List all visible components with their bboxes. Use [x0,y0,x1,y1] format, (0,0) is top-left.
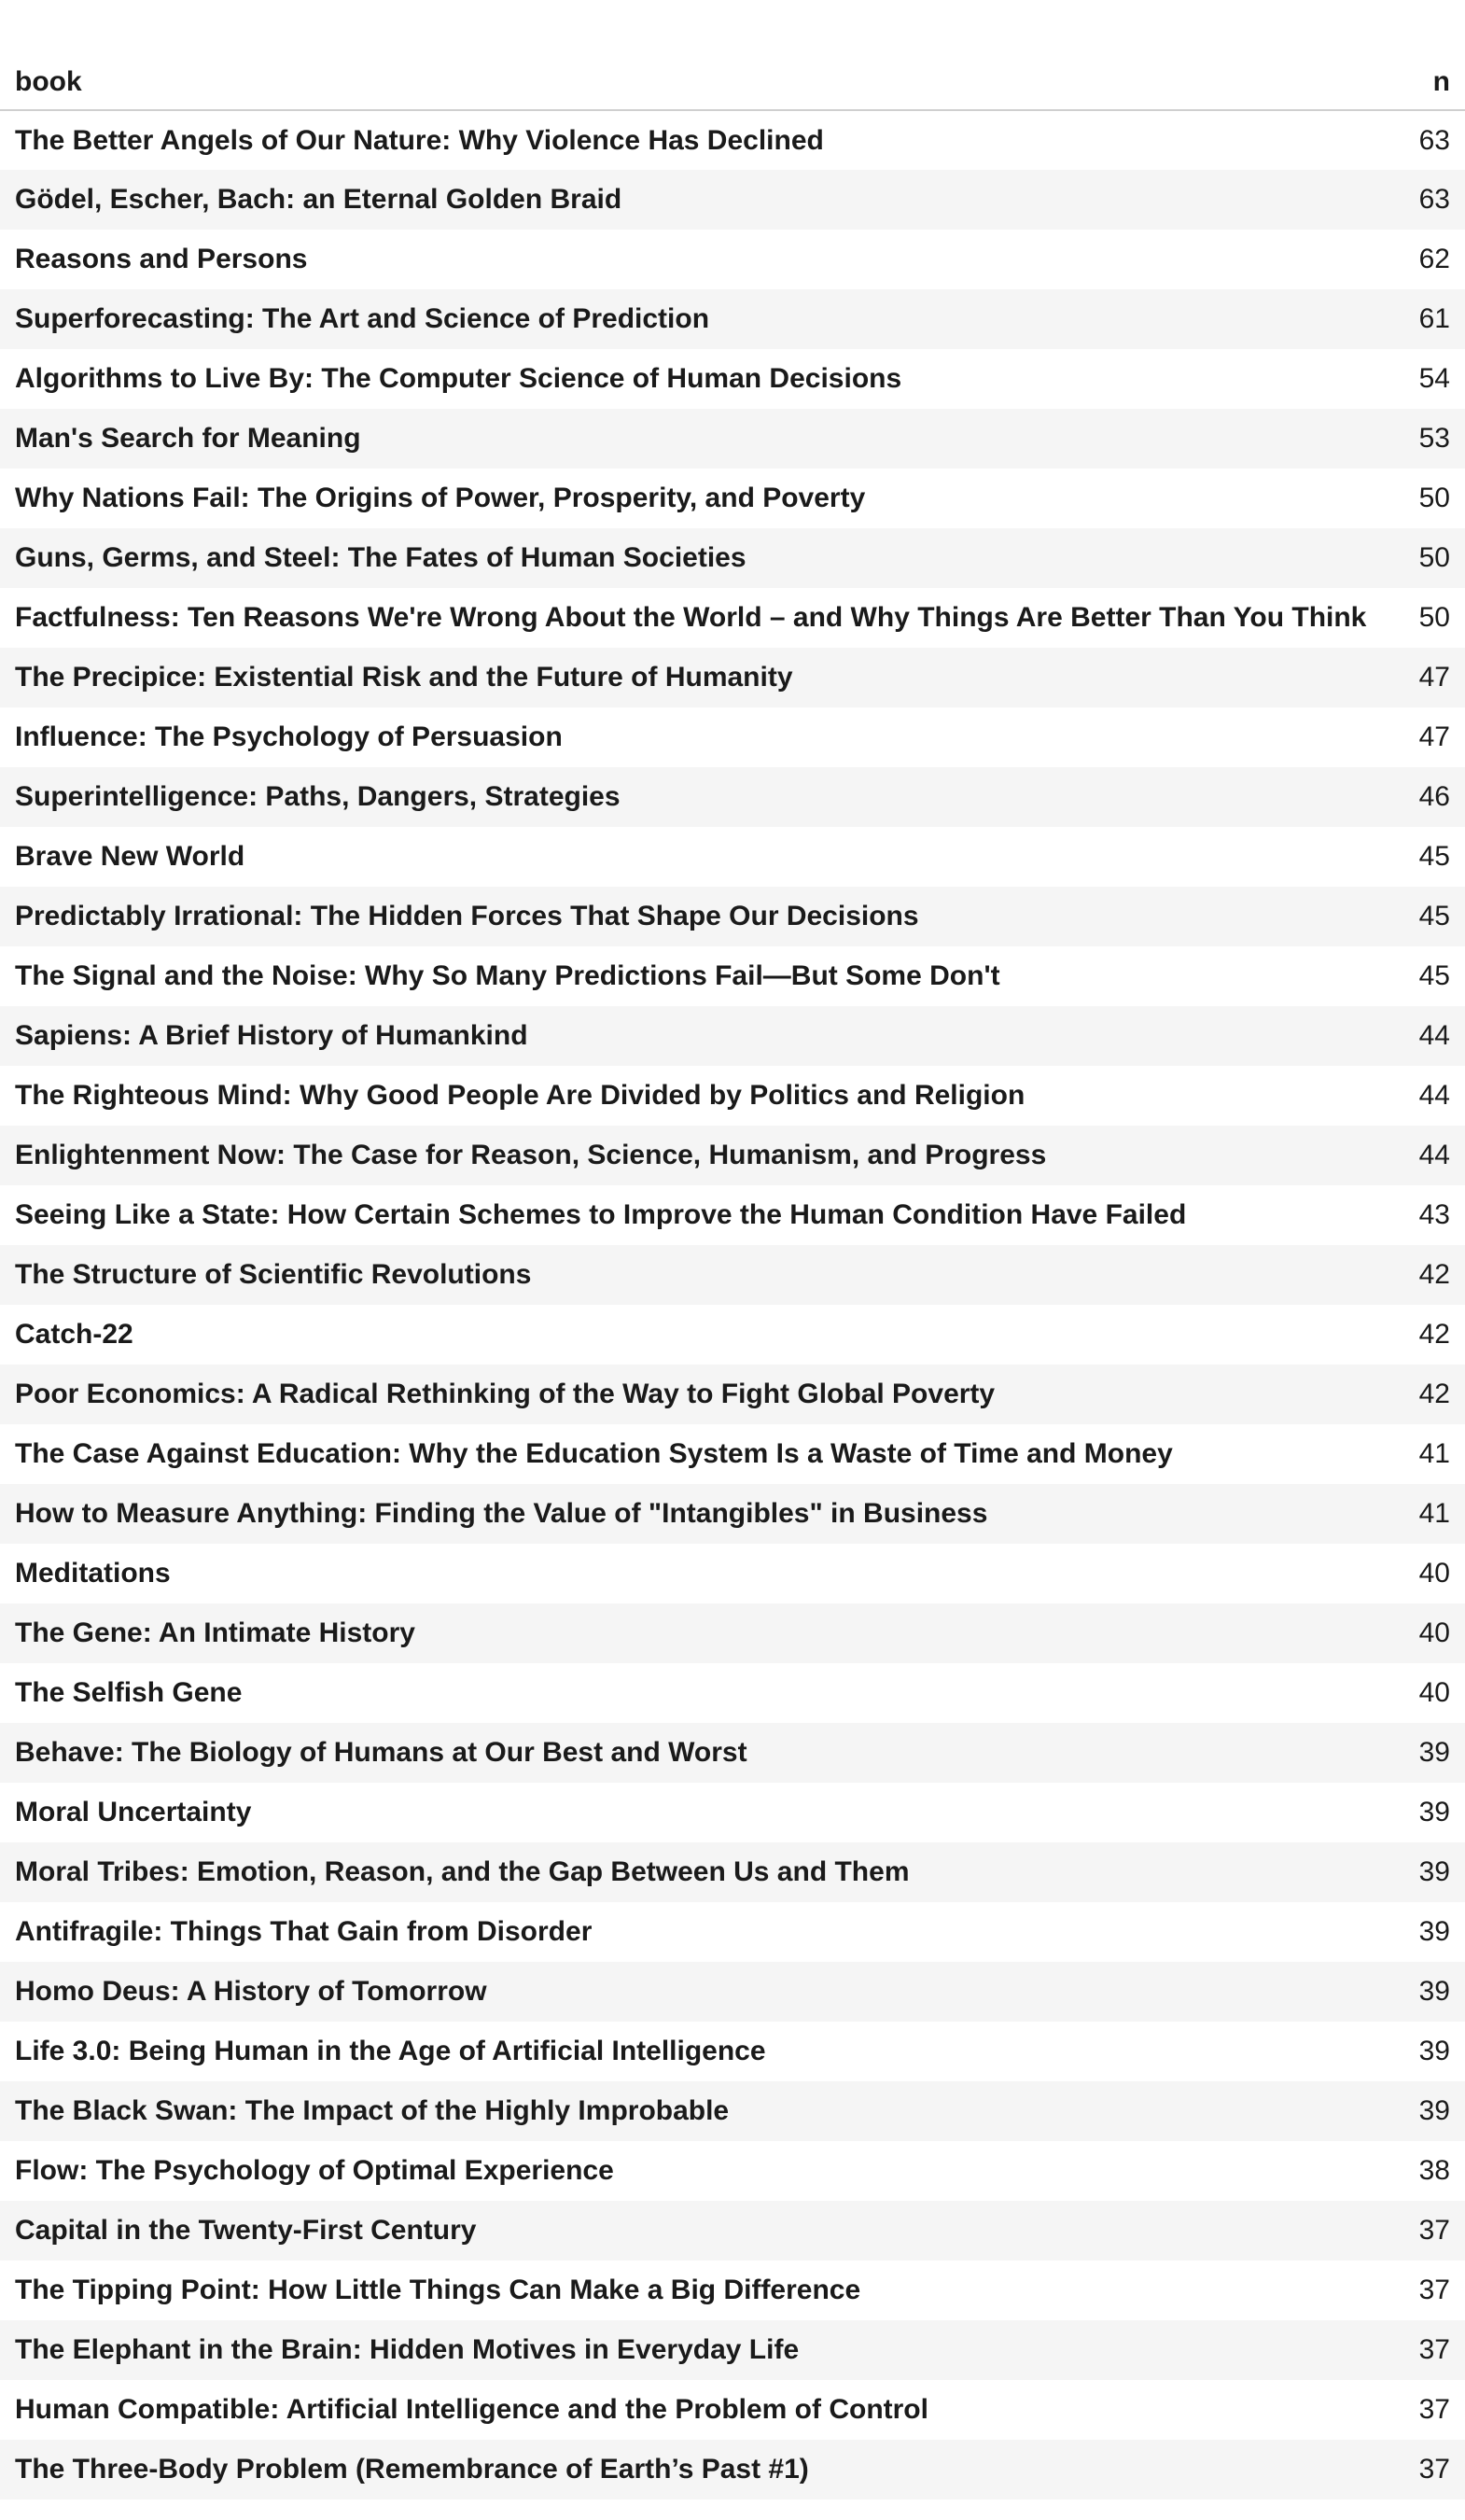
column-header-book: book [0,0,1404,110]
book-title-cell: Sapiens: A Brief History of Humankind [15,1020,528,1051]
count-cell: 63 [1418,124,1450,156]
book-title-cell: Flow: The Psychology of Optimal Experience [15,2155,614,2186]
count-cell: 44 [1418,1140,1450,1170]
table-row [0,767,1465,827]
table-row [0,1185,1465,1245]
book-title-cell: Meditations [15,1558,171,1589]
book-title-cell: Antifragile: Things That Gain from Disorder [15,1916,593,1947]
book-title-cell: Why Nations Fail: The Origins of Power, Prosperity, and Poverty [15,483,866,513]
book-title-cell: Moral Uncertainty [15,1797,252,1827]
count-cell: 47 [1418,721,1450,752]
book-title-cell: Human Compatible: Artificial Intelligence and the Problem of Control [15,2394,928,2425]
table-row [0,1126,1465,1185]
count-cell: 62 [1418,244,1450,274]
book-title-cell: The Tipping Point: How Little Things Can Make a Big Difference [15,2275,861,2305]
book-title-cell: Poor Economics: A Radical Rethinking of the Way to Fight Global Poverty [15,1379,996,1409]
table-row [0,887,1465,946]
count-cell: 44 [1418,1020,1450,1051]
table-row [0,1603,1465,1663]
book-title-cell: Capital in the Twenty-First Century [15,2215,477,2246]
count-cell: 53 [1418,423,1450,454]
count-cell: 38 [1418,2155,1450,2186]
count-cell: 39 [1418,1737,1450,1768]
table-row [0,588,1465,648]
count-cell: 39 [1418,2095,1450,2126]
book-title-cell: Moral Tribes: Emotion, Reason, and the Gap Between Us and Them [15,1856,910,1887]
book-title-cell: The Black Swan: The Impact of the Highly Improbable [15,2095,730,2126]
table-row [0,2141,1465,2201]
column-header-n: n [1404,0,1465,110]
table-header [0,0,1465,110]
count-cell: 37 [1418,2215,1450,2246]
table-row [0,1783,1465,1842]
count-cell: 45 [1418,960,1450,991]
table-row [0,946,1465,1006]
table-row [0,2081,1465,2141]
book-title-cell: The Three-Body Problem (Remembrance of Earth’s Past #1) [15,2454,809,2485]
count-cell: 50 [1418,542,1450,573]
table-row [0,469,1465,528]
table-row [0,1962,1465,2022]
table-row [0,1006,1465,1066]
book-title-cell: Man's Search for Meaning [15,423,361,454]
book-title-cell: Predictably Irrational: The Hidden Forces That Shape Our Decisions [15,901,919,931]
book-title-cell: Algorithms to Live By: The Computer Science of Human Decisions [15,363,902,394]
count-cell: 50 [1418,483,1450,513]
table-row [0,1842,1465,1902]
book-title-cell: The Case Against Education: Why the Education System Is a Waste of Time and Money [15,1438,1173,1469]
table-row [0,1305,1465,1365]
book-title-cell: The Righteous Mind: Why Good People Are Divided by Politics and Religion [15,1080,1026,1111]
table-row [0,1365,1465,1424]
table-row [0,110,1465,170]
book-title-cell: The Selfish Gene [15,1677,243,1708]
book-title-cell: Life 3.0: Being Human in the Age of Artificial Intelligence [15,2036,766,2066]
table-row [0,2261,1465,2320]
count-cell: 39 [1418,1976,1450,2007]
table-row [0,1663,1465,1723]
count-cell: 42 [1418,1319,1450,1350]
table-row [0,2440,1465,2499]
book-title-cell: Factfulness: Ten Reasons We're Wrong About the World – and Why Things Are Better Than You Think [15,602,1367,633]
count-cell: 42 [1418,1379,1450,1409]
count-cell: 40 [1418,1558,1450,1589]
count-cell: 46 [1418,781,1450,812]
book-title-cell: The Signal and the Noise: Why So Many Predictions Fail—But Some Don't [15,960,1000,991]
book-title-cell: The Precipice: Existential Risk and the Future of Humanity [15,662,793,693]
book-title-cell: Guns, Germs, and Steel: The Fates of Human Societies [15,542,746,573]
count-cell: 54 [1418,363,1450,394]
count-cell: 40 [1418,1617,1450,1648]
book-title-cell: Influence: The Psychology of Persuasion [15,721,563,752]
table-body [0,110,1465,2499]
table-row [0,1245,1465,1305]
table-row [0,170,1465,230]
book-title-cell: Gödel, Escher, Bach: an Eternal Golden Braid [15,184,622,215]
count-cell: 41 [1418,1438,1450,1469]
book-title-cell: Superintelligence: Paths, Dangers, Strategies [15,781,621,812]
count-cell: 42 [1418,1259,1450,1290]
count-cell: 47 [1418,662,1450,693]
table-row [0,289,1465,349]
table-row [0,230,1465,289]
book-title-cell: The Better Angels of Our Nature: Why Violence Has Declined [15,124,824,156]
count-cell: 39 [1418,1797,1450,1827]
count-cell: 39 [1418,1916,1450,1947]
book-title-cell: Catch-22 [15,1319,133,1350]
table-row [0,2022,1465,2081]
count-cell: 41 [1418,1498,1450,1529]
count-cell: 50 [1418,602,1450,633]
table-row [0,707,1465,767]
table-row [0,409,1465,469]
count-cell: 40 [1418,1677,1450,1708]
header-row [0,0,1465,110]
table-row [0,1544,1465,1603]
book-title-cell: Superforecasting: The Art and Science of Prediction [15,303,710,334]
book-title-cell: Seeing Like a State: How Certain Schemes to Improve the Human Condition Have Failed [15,1199,1187,1230]
book-title-cell: How to Measure Anything: Finding the Value of "Intangibles" in Business [15,1498,988,1529]
book-title-cell: Behave: The Biology of Humans at Our Best and Worst [15,1737,747,1768]
count-cell: 45 [1418,841,1450,872]
table-row [0,349,1465,409]
count-cell: 61 [1418,303,1450,334]
count-cell: 43 [1418,1199,1450,1230]
table-row [0,528,1465,588]
book-title-cell: The Structure of Scientific Revolutions [15,1259,532,1290]
count-cell: 44 [1418,1080,1450,1111]
book-title-cell: The Gene: An Intimate History [15,1617,415,1648]
table-row [0,1424,1465,1484]
count-cell: 37 [1418,2334,1450,2365]
count-cell: 39 [1418,2036,1450,2066]
table-row [0,1066,1465,1126]
table-row [0,1902,1465,1962]
count-cell: 39 [1418,1856,1450,1887]
table-row [0,1484,1465,1544]
table-row [0,827,1465,887]
count-cell: 37 [1418,2454,1450,2485]
book-title-cell: The Elephant in the Brain: Hidden Motives in Everyday Life [15,2334,800,2365]
table-row [0,2201,1465,2261]
count-cell: 63 [1418,184,1450,215]
book-title-cell: Homo Deus: A History of Tomorrow [15,1976,487,2007]
count-cell: 37 [1418,2275,1450,2305]
table-row [0,648,1465,707]
book-title-cell: Enlightenment Now: The Case for Reason, Science, Humanism, and Progress [15,1140,1047,1170]
book-title-cell: Reasons and Persons [15,244,308,274]
count-cell: 45 [1418,901,1450,931]
count-cell: 37 [1418,2394,1450,2425]
table-row [0,2320,1465,2380]
table-row [0,2380,1465,2440]
book-title-cell: Brave New World [15,841,245,872]
table-row [0,1723,1465,1783]
